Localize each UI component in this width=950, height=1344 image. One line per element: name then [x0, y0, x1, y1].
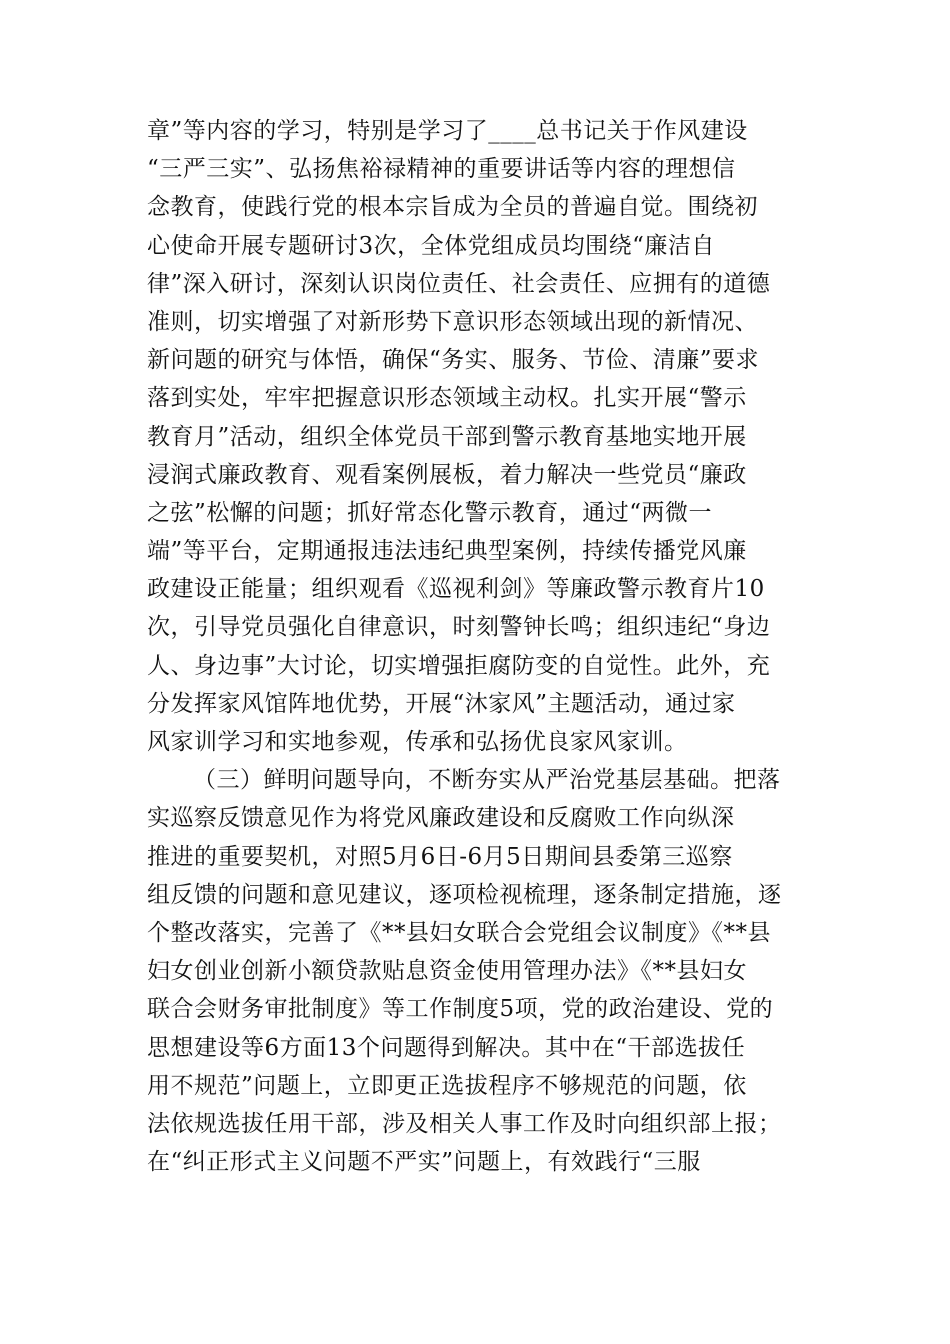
text-line: 联合会财务审批制度》等工作制度5项，党的政治建设、党的: [147, 996, 774, 1023]
text-line: 组反馈的问题和意见建议，逐项检视梳理，逐条制定措施，逐: [147, 881, 782, 908]
text-line: 法依规选拔任用干部，涉及相关人事工作及时向组织部上报；: [147, 1110, 782, 1137]
text-line: 妇女创业创新小额贷款贴息资金使用管理办法》《**县妇女: [147, 958, 747, 985]
text-line: 人、身边事”大讨论，切实增强拒腐防变的自觉性。此外，充: [147, 652, 771, 679]
text-line: 念教育，使践行党的根本宗旨成为全员的普遍自觉。围绕初: [147, 194, 758, 221]
text-line: 推进的重要契机，对照5月6日-6月5日期间县委第三巡察: [147, 843, 733, 870]
text-line: 章”等内容的学习，特别是学习了____总书记关于作风建设: [147, 118, 748, 144]
text-line: 教育月”活动，组织全体党员干部到警示教育基地实地开展: [147, 423, 747, 450]
text-line: 律”深入研讨，深刻认识岗位责任、社会责任、应拥有的道德: [147, 270, 771, 297]
text-line: 端”等平台，定期通报违法违纪典型案例，持续传播党风廉: [147, 538, 747, 565]
text-line: 之弦”松懈的问题；抓好常态化警示教育，通过“两微一: [147, 499, 713, 526]
text-line: 准则，切实增强了对新形势下意识形态领域出现的新情况、: [147, 308, 758, 335]
section-heading-line: （三）鲜明问题导向，不断夯实从严治党基层基础。把落: [193, 767, 781, 794]
text-line: 分发挥家风馆阵地优势，开展“沐家风”主题活动，通过家: [147, 690, 736, 717]
text-line: 次，引导党员强化自律意识，时刻警钟长鸣；组织违纪“身边: [147, 614, 771, 641]
text-line: 思想建设等6方面13个问题得到解决。其中在“干部选拔任: [147, 1034, 746, 1061]
text-line: “三严三实”、弘扬焦裕禄精神的重要讲话等内容的理想信: [147, 156, 736, 183]
text-line: 在“纠正形式主义问题不严实”问题上，有效践行“三服: [147, 1149, 701, 1176]
text-line: 个整改落实，完善了《**县妇女联合会党组会议制度》《**县: [147, 919, 771, 946]
text-line: 浸润式廉政教育、观看案例展板，着力解决一些党员“廉政: [147, 461, 747, 488]
text-line: 心使命开展专题研讨3次，全体党组成员均围绕“廉洁自: [147, 232, 715, 259]
text-line: 落到实处，牢牢把握意识形态领域主动权。扎实开展“警示: [147, 385, 747, 412]
text-line: 新问题的研究与体悟，确保“务实、服务、节俭、清廉”要求: [147, 347, 760, 374]
text-line: 政建设正能量；组织观看《巡视利剑》等廉政警示教育片10: [147, 576, 765, 603]
body-text: [147, 112, 819, 1181]
text-line: 实巡察反馈意见作为将党风廉政建设和反腐败工作向纵深: [147, 805, 735, 832]
text-line: 风家训学习和实地参观，传承和弘扬优良家风家训。: [147, 729, 688, 755]
text-line: 用不规范”问题上，立即更正选拔程序不够规范的问题，依: [147, 1072, 747, 1099]
